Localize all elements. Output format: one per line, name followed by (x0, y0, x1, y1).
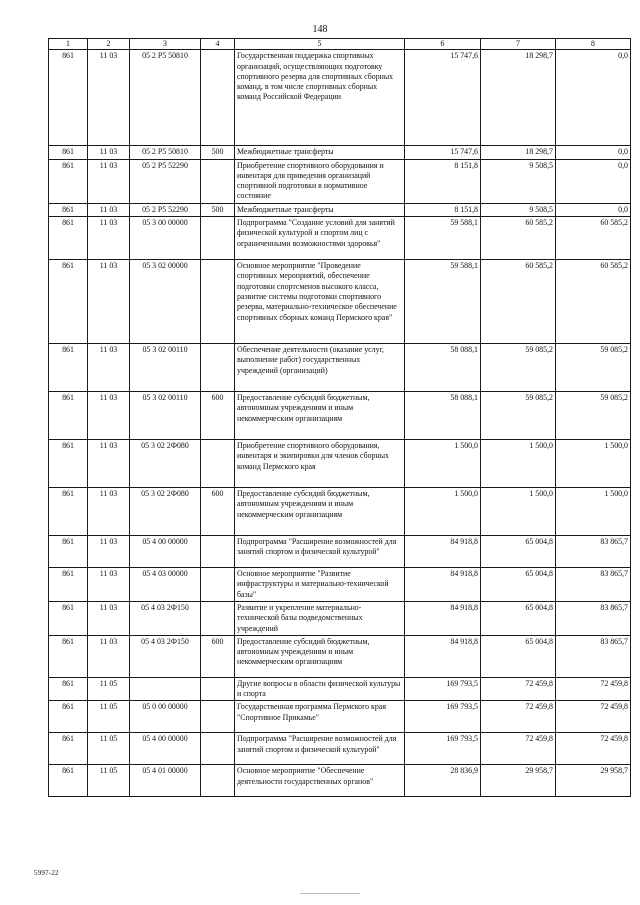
cell-sum-2025: 59 085,2 (556, 344, 631, 392)
cell-description: Межбюджетные трансферты (235, 203, 405, 216)
table-row (49, 146, 631, 159)
cell-sum-2025: 83 865,7 (556, 568, 631, 602)
cell-sum-2025: 0,0 (556, 146, 631, 159)
cell-sum-2024: 9 508,5 (481, 203, 556, 216)
cell-section: 11 05 (88, 733, 130, 765)
cell-ministry: 861 (49, 488, 88, 536)
cell-sum-2023: 84 918,8 (405, 635, 481, 677)
cell-ministry: 861 (49, 765, 88, 797)
cell-sum-2025: 72 459,8 (556, 733, 631, 765)
cell-description: Приобретение спортивного оборудования и инвентаря для приведения организаций спортивной подготовки в нормативное состояние (235, 159, 405, 203)
cell-sum-2024: 72 459,8 (481, 701, 556, 733)
cell-expense-type (201, 568, 235, 602)
cell-ministry: 861 (49, 536, 88, 568)
cell-sum-2023: 15 747,6 (405, 146, 481, 159)
cell-sum-2024: 60 585,2 (481, 217, 556, 260)
cell-target-article: 05 4 03 00000 (130, 568, 201, 602)
cell-expense-type (201, 260, 235, 344)
cell-section: 11 03 (88, 344, 130, 392)
cell-description: Межбюджетные трансферты (235, 146, 405, 159)
cell-expense-type (201, 601, 235, 635)
cell-ministry: 861 (49, 203, 88, 216)
cell-section: 11 03 (88, 635, 130, 677)
cell-section: 11 05 (88, 701, 130, 733)
cell-ministry: 861 (49, 146, 88, 159)
table-row (49, 765, 631, 797)
cell-section: 11 03 (88, 488, 130, 536)
cell-sum-2024: 72 459,8 (481, 677, 556, 701)
cell-target-article: 05 4 00 00000 (130, 536, 201, 568)
cell-section: 11 03 (88, 260, 130, 344)
cell-target-article: 05 4 03 2Ф150 (130, 601, 201, 635)
cell-section: 11 03 (88, 159, 130, 203)
cell-ministry: 861 (49, 344, 88, 392)
cell-target-article: 05 3 02 00110 (130, 344, 201, 392)
header-col-4: 4 (201, 39, 235, 50)
cell-section: 11 03 (88, 146, 130, 159)
cell-description: Предоставление субсидий бюджетным, автономным учреждениям и иным некоммерческим организациям (235, 488, 405, 536)
cell-description: Государственная поддержка спортивных организаций, осуществляющих подготовку спортивного резерва для спортивных сборных команд, в том числе спортивных сборных команд Российской Федерации (235, 50, 405, 146)
cell-sum-2025: 1 500,0 (556, 488, 631, 536)
cell-target-article: 05 0 00 00000 (130, 701, 201, 733)
cell-description: Государственная программа Пермского края "Спортивное Прикамье" (235, 701, 405, 733)
cell-ministry: 861 (49, 568, 88, 602)
table-row (49, 677, 631, 701)
cell-target-article: 05 2 P5 50810 (130, 146, 201, 159)
cell-sum-2025: 60 585,2 (556, 260, 631, 344)
cell-expense-type (201, 217, 235, 260)
cell-expense-type (201, 159, 235, 203)
cell-target-article: 05 3 02 00000 (130, 260, 201, 344)
cell-ministry: 861 (49, 677, 88, 701)
cell-description: Другие вопросы в области физической культуры и спорта (235, 677, 405, 701)
cell-section: 11 03 (88, 440, 130, 488)
cell-sum-2025: 0,0 (556, 159, 631, 203)
cell-section: 11 03 (88, 536, 130, 568)
table-header-row (49, 39, 631, 50)
cell-section: 11 03 (88, 392, 130, 440)
cell-sum-2024: 59 085,2 (481, 392, 556, 440)
table-row (49, 50, 631, 146)
table-row (49, 536, 631, 568)
cell-expense-type: 600 (201, 635, 235, 677)
cell-sum-2023: 58 088,1 (405, 344, 481, 392)
cell-sum-2024: 65 004,8 (481, 568, 556, 602)
cell-sum-2023: 1 500,0 (405, 440, 481, 488)
cell-sum-2023: 58 088,1 (405, 392, 481, 440)
cell-description: Предоставление субсидий бюджетным, автономным учреждениям и иным некоммерческим организациям (235, 392, 405, 440)
cell-expense-type (201, 765, 235, 797)
cell-expense-type (201, 536, 235, 568)
table-row (49, 601, 631, 635)
cell-expense-type (201, 344, 235, 392)
table-row (49, 217, 631, 260)
header-col-8: 8 (556, 39, 631, 50)
header-col-3: 3 (130, 39, 201, 50)
cell-ministry: 861 (49, 392, 88, 440)
cell-description: Основное мероприятие "Обеспечение деятельности государственных органов" (235, 765, 405, 797)
cell-section: 11 05 (88, 677, 130, 701)
cell-sum-2023: 28 836,9 (405, 765, 481, 797)
header-col-2: 2 (88, 39, 130, 50)
cell-description: Основное мероприятие "Проведение спортивных мероприятий, обеспечение подготовки спортсменов высокого класса, развитие системы подготовки спортивного резерва, материально-техническое обеспечение спортивных сборных команд Пермского края" (235, 260, 405, 344)
cell-section: 11 03 (88, 203, 130, 216)
cell-description: Предоставление субсидий бюджетным, автономным учреждениям и иным некоммерческим организациям (235, 635, 405, 677)
cell-target-article: 05 4 03 2Ф150 (130, 635, 201, 677)
cell-description: Развитие и укрепление материально-технической базы подведомственных учреждений (235, 601, 405, 635)
cell-target-article (130, 677, 201, 701)
cell-sum-2023: 169 793,5 (405, 733, 481, 765)
cell-sum-2024: 9 508,5 (481, 159, 556, 203)
cell-target-article: 05 4 00 00000 (130, 733, 201, 765)
cell-description: Подпрограмма "Создание условий для занятий физической культурой и спортом лиц с ограниченными возможностями здоровья" (235, 217, 405, 260)
page-number: 148 (312, 24, 328, 35)
cell-sum-2024: 65 004,8 (481, 635, 556, 677)
cell-target-article: 05 3 02 2Ф080 (130, 488, 201, 536)
cell-ministry: 861 (49, 733, 88, 765)
header-col-6: 6 (405, 39, 481, 50)
cell-sum-2023: 1 500,0 (405, 488, 481, 536)
cell-expense-type (201, 440, 235, 488)
cell-sum-2024: 65 004,8 (481, 536, 556, 568)
cell-sum-2023: 84 918,8 (405, 601, 481, 635)
cell-section: 11 03 (88, 50, 130, 146)
cell-sum-2025: 29 958,7 (556, 765, 631, 797)
cell-ministry: 861 (49, 260, 88, 344)
cell-ministry: 861 (49, 50, 88, 146)
cell-section: 11 03 (88, 568, 130, 602)
table-row (49, 488, 631, 536)
cell-sum-2024: 18 298,7 (481, 146, 556, 159)
cell-sum-2025: 83 865,7 (556, 635, 631, 677)
cell-expense-type: 500 (201, 146, 235, 159)
cell-target-article: 05 4 01 00000 (130, 765, 201, 797)
table-row (49, 568, 631, 602)
cell-sum-2024: 1 500,0 (481, 488, 556, 536)
cell-sum-2024: 1 500,0 (481, 440, 556, 488)
cell-sum-2025: 72 459,8 (556, 701, 631, 733)
footer-code: 5997-22 (34, 869, 59, 877)
table-row (49, 701, 631, 733)
cell-sum-2025: 0,0 (556, 203, 631, 216)
cell-description: Подпрограмма "Расширение возможностей для занятий спортом и физической культурой" (235, 733, 405, 765)
table-row (49, 733, 631, 765)
cell-sum-2024: 18 298,7 (481, 50, 556, 146)
cell-target-article: 05 2 P5 50810 (130, 50, 201, 146)
cell-sum-2025: 83 865,7 (556, 536, 631, 568)
cell-sum-2024: 59 085,2 (481, 344, 556, 392)
table-row (49, 203, 631, 216)
cell-sum-2024: 60 585,2 (481, 260, 556, 344)
cell-sum-2025: 1 500,0 (556, 440, 631, 488)
header-col-5: 5 (235, 39, 405, 50)
cell-sum-2025: 83 865,7 (556, 601, 631, 635)
budget-table (48, 38, 631, 797)
cell-target-article: 05 2 P5 52290 (130, 203, 201, 216)
cell-sum-2025: 0,0 (556, 50, 631, 146)
cell-ministry: 861 (49, 635, 88, 677)
cell-description: Основное мероприятие "Развитие инфраструктуры и материально-технической базы" (235, 568, 405, 602)
cell-sum-2023: 169 793,5 (405, 701, 481, 733)
table-row (49, 440, 631, 488)
scan-artifact (300, 893, 360, 894)
cell-expense-type (201, 50, 235, 146)
cell-description: Обеспечение деятельности (оказание услуг, выполнение работ) государственных учреждений (организаций) (235, 344, 405, 392)
cell-sum-2025: 60 585,2 (556, 217, 631, 260)
cell-ministry: 861 (49, 217, 88, 260)
cell-target-article: 05 3 02 2Ф080 (130, 440, 201, 488)
header-col-7: 7 (481, 39, 556, 50)
cell-expense-type (201, 701, 235, 733)
cell-ministry: 861 (49, 601, 88, 635)
cell-sum-2025: 72 459,8 (556, 677, 631, 701)
cell-ministry: 861 (49, 159, 88, 203)
cell-sum-2023: 84 918,8 (405, 568, 481, 602)
cell-sum-2025: 59 085,2 (556, 392, 631, 440)
cell-sum-2023: 84 918,8 (405, 536, 481, 568)
cell-expense-type: 500 (201, 203, 235, 216)
cell-sum-2023: 59 588,1 (405, 217, 481, 260)
cell-target-article: 05 2 P5 52290 (130, 159, 201, 203)
cell-sum-2023: 8 151,8 (405, 159, 481, 203)
cell-description: Приобретение спортивного оборудования, инвентаря и экипировки для членов сборных команд Пермского края (235, 440, 405, 488)
cell-ministry: 861 (49, 701, 88, 733)
table-row (49, 159, 631, 203)
cell-sum-2023: 59 588,1 (405, 260, 481, 344)
table-row (49, 344, 631, 392)
cell-target-article: 05 3 02 00110 (130, 392, 201, 440)
table-row (49, 392, 631, 440)
table-row (49, 635, 631, 677)
cell-sum-2023: 15 747,6 (405, 50, 481, 146)
cell-sum-2024: 29 958,7 (481, 765, 556, 797)
cell-section: 11 05 (88, 765, 130, 797)
cell-sum-2024: 72 459,8 (481, 733, 556, 765)
cell-section: 11 03 (88, 217, 130, 260)
header-col-1: 1 (49, 39, 88, 50)
table-row (49, 260, 631, 344)
cell-expense-type (201, 733, 235, 765)
cell-expense-type: 600 (201, 488, 235, 536)
cell-description: Подпрограмма "Расширение возможностей для занятий спортом и физической культурой" (235, 536, 405, 568)
cell-section: 11 03 (88, 601, 130, 635)
cell-ministry: 861 (49, 440, 88, 488)
cell-expense-type (201, 677, 235, 701)
cell-expense-type: 600 (201, 392, 235, 440)
cell-sum-2023: 8 151,8 (405, 203, 481, 216)
cell-sum-2023: 169 793,5 (405, 677, 481, 701)
cell-target-article: 05 3 00 00000 (130, 217, 201, 260)
cell-sum-2024: 65 004,8 (481, 601, 556, 635)
